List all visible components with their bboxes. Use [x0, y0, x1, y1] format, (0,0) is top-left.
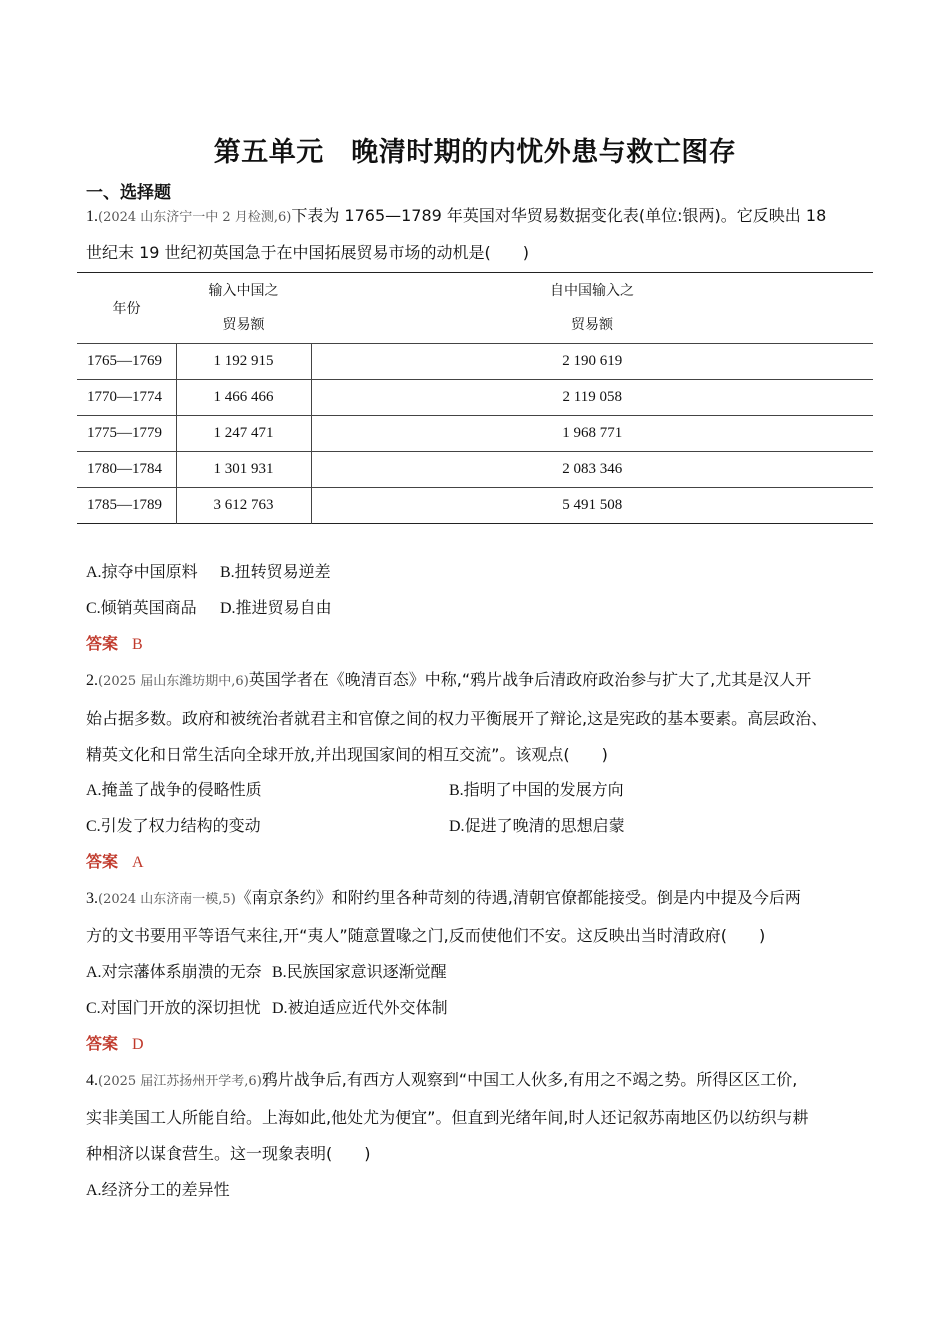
question-3-option-a: A.对宗藩体系崩溃的无奈	[86, 962, 262, 981]
question-2-option-b: B.指明了中国的发展方向	[449, 780, 624, 799]
cell-export: 1 968 771	[311, 416, 873, 452]
cell-year: 1770—1774	[87, 389, 162, 405]
cell-export: 5 491 508	[311, 488, 873, 524]
table-row	[77, 488, 873, 524]
cell-year: 1775—1779	[87, 425, 162, 441]
question-1-text-1: 下表为 1765—1789 年英国对华贸易数据变化表(单位:银两)。它反映出 18	[291, 206, 827, 225]
trade-data-table	[77, 272, 873, 524]
header-export-line-2: 贸易额	[571, 317, 613, 333]
question-3-option-b: B.民族国家意识逐渐觉醒	[272, 962, 447, 981]
table-row	[77, 416, 873, 452]
cell-year: 1785—1789	[87, 497, 162, 513]
question-1-line-1	[86, 203, 826, 226]
question-3-option-c: C.对国门开放的深切担忧	[86, 998, 261, 1017]
question-1-number: 1.	[86, 208, 98, 225]
question-3-answer: 答案 D	[86, 1034, 144, 1053]
question-2-line-1	[86, 667, 811, 690]
question-2-option-d: D.促进了晚清的思想启蒙	[449, 816, 625, 835]
question-3-text-1: 《南京条约》和附约里各种苛刻的待遇,清朝官僚都能接受。倒是内中提及今后两	[235, 888, 801, 907]
cell-year: 1765—1769	[87, 353, 162, 369]
question-4-number: 4.	[86, 1072, 98, 1089]
question-2-line-3: 精英文化和日常生活向全球开放,并出现国家间的相互交流”。该观点( )	[86, 745, 608, 764]
question-1-option-a: A.掠夺中国原料	[86, 562, 198, 581]
cell-export: 2 119 058	[311, 380, 873, 416]
question-1-option-c: C.倾销英国商品	[86, 598, 197, 617]
header-export-line-1: 自中国输入之	[550, 283, 634, 299]
question-4-text-1: 鸦片战争后,有西方人观察到“中国工人伙多,有用之不竭之势。所得区区工价,	[261, 1070, 798, 1089]
question-2-line-2: 始占据多数。政府和被统治者就君主和官僚之间的权力平衡展开了辩论,这是宪政的基本要素。高层政治、	[86, 709, 828, 728]
question-2-answer: 答案 A	[86, 852, 144, 871]
question-4-option-a: A.经济分工的差异性	[86, 1180, 230, 1199]
question-1-answer: 答案 B	[86, 634, 143, 653]
question-4-line-2: 实非美国工人所能自给。上海如此,他处尤为便宜”。但直到光绪年间,时人还记叙苏南地区仍以纺织与耕	[86, 1108, 809, 1127]
question-1-option-b: B.扭转贸易逆差	[220, 562, 331, 581]
question-2-text-1: 英国学者在《晚清百态》中称,“鸦片战争后清政府政治参与扩大了,尤其是汉人开	[248, 670, 812, 689]
question-1-line-2: 世纪末 19 世纪初英国急于在中国拓展贸易市场的动机是( )	[86, 243, 530, 262]
question-2-option-a: A.掩盖了战争的侵略性质	[86, 780, 262, 799]
cell-import: 1 192 915	[176, 344, 311, 380]
question-3-line-1	[86, 885, 801, 908]
question-1-source: (2024 山东济宁一中 2 月检测,6)	[98, 210, 292, 225]
table-row	[77, 452, 873, 488]
header-year: 年份	[112, 301, 141, 317]
question-4-source: (2025 届江苏扬州开学考,6)	[98, 1074, 262, 1089]
question-2-option-c: C.引发了权力结构的变动	[86, 816, 261, 835]
header-export	[311, 273, 873, 344]
section-heading: 一、选择题	[86, 183, 171, 203]
question-2-source: (2025 届山东潍坊期中,6)	[98, 674, 249, 689]
page-title: 第五单元 晚清时期的内忧外患与救亡图存	[213, 137, 737, 168]
cell-export: 2 083 346	[311, 452, 873, 488]
cell-import: 3 612 763	[176, 488, 311, 524]
header-import-line-2: 贸易额	[222, 317, 265, 333]
question-3-line-2: 方的文书要用平等语气来往,开“夷人”随意置喙之门,反而使他们不安。这反映出当时清政府( )	[86, 926, 766, 945]
table-row	[77, 344, 873, 380]
question-3-option-d: D.被迫适应近代外交体制	[272, 998, 448, 1017]
cell-export: 2 190 619	[311, 344, 873, 380]
question-3-source: (2024 山东济南一模,5)	[98, 892, 236, 907]
question-1-option-d: D.推进贸易自由	[220, 598, 332, 617]
question-4-line-1	[86, 1067, 797, 1090]
header-import-line-1: 输入中国之	[208, 283, 279, 299]
question-3-number: 3.	[86, 890, 98, 907]
table-header-row	[77, 273, 873, 344]
cell-import: 1 247 471	[176, 416, 311, 452]
cell-import: 1 466 466	[176, 380, 311, 416]
header-import	[176, 273, 311, 344]
question-4-line-3: 种相济以谋食营生。这一现象表明( )	[86, 1144, 371, 1163]
cell-import: 1 301 931	[176, 452, 311, 488]
table-row	[77, 380, 873, 416]
question-2-number: 2.	[86, 672, 98, 689]
cell-year: 1780—1784	[87, 461, 162, 477]
